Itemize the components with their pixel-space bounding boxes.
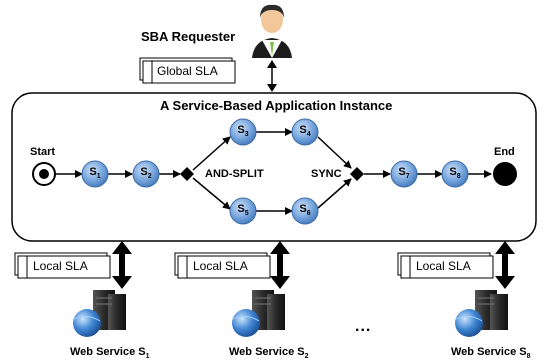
global-sla-label: Global SLA: [157, 64, 218, 78]
service-link-arrow-2: [270, 241, 290, 289]
web-service-icon-3: [455, 290, 508, 337]
service-link-arrow-1: [112, 241, 132, 289]
local-sla-label-3: Local SLA: [416, 259, 471, 273]
node-label-s7: $S_7$: [398, 166, 410, 181]
requester-person-icon: [252, 5, 292, 58]
start-node-icon: [33, 163, 55, 185]
node-label-s2: $S_2$: [140, 166, 152, 181]
web-service-label-3: Web Service $S_8$: [451, 346, 531, 361]
start-label: Start: [30, 146, 56, 158]
node-label-s3: $S_3$: [237, 124, 249, 139]
web-service-label-1: Web Service $S_1$: [70, 346, 150, 361]
node-label-s5: $S_5$: [237, 203, 249, 218]
local-sla-label-1: Local SLA: [33, 259, 88, 273]
web-service-icon-2: [232, 290, 285, 337]
node-label-s8: $S_8$: [449, 166, 461, 181]
ellipsis: ...: [355, 318, 372, 335]
local-sla-label-2: Local SLA: [193, 259, 248, 273]
sync-label: SYNC: [311, 168, 342, 180]
node-label-s6: $S_6$: [299, 203, 311, 218]
end-node-icon: [493, 162, 517, 186]
requester-label: SBA Requester: [141, 29, 236, 44]
service-link-arrow-3: [495, 241, 515, 289]
instance-title: A Service-Based Application Instance: [160, 98, 393, 113]
web-service-icon-1: [73, 290, 126, 337]
node-label-s4: $S_4$: [299, 124, 311, 139]
end-label: End: [494, 146, 515, 158]
web-service-label-2: Web Service $S_2$: [229, 346, 309, 361]
node-label-s1: $S_1$: [89, 166, 101, 181]
and-split-label: AND-SPLIT: [205, 168, 264, 180]
